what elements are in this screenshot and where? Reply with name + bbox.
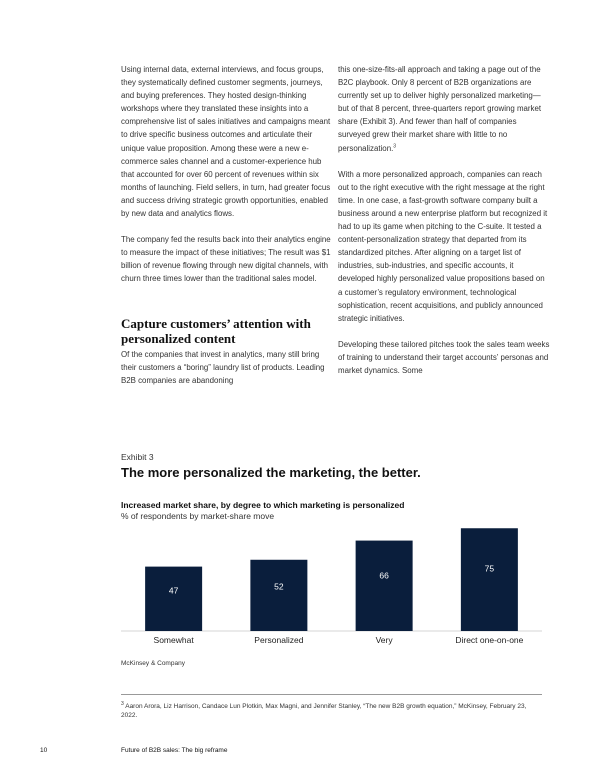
bar-value-label: 47 <box>168 585 179 596</box>
bar-value-label: 52 <box>274 581 284 592</box>
body-paragraph: Using internal data, external interviews, and focus groups, they systematically defined customer segments, journeys, and buying preferences. They hosted design-thinking workshops where they translated these insights into a comprehensive list of sales initiatives and campaigns meant to drive specific business outcomes and articulate their unique value proposition. Among these were a new e-commerce sales channel and a customer-experience hub that accounted for over 60 percent of revenues within six months of launching. Field sellers, in turn, had greater focus and success driving strategic growth opportunities, enabled by new data and analytics flows. <box>121 65 331 219</box>
bar-very <box>356 541 413 631</box>
right-column <box>338 63 550 377</box>
exhibit-label: Exhibit 3 <box>121 452 154 462</box>
bar-value-label: 75 <box>484 563 495 574</box>
source-label: McKinsey & Company <box>121 660 185 667</box>
body-paragraph <box>338 63 550 155</box>
footnote-ref[interactable]: 3 <box>393 142 397 149</box>
left-column <box>121 63 333 387</box>
bar-chart <box>121 520 542 650</box>
category-label: Very <box>375 635 393 645</box>
category-label: Somewhat <box>153 635 194 645</box>
paragraph-text: this one-size-fits-all approach and taking a page out of the B2C playbook. Only 8 percent of B2B organizations are currently set up to deliver highly personalized marketing—but of that 8 percent, three-quarters report growing market share (Exhibit 3). And fewer than half of companies surveyed grew their market share with little to no personalization. <box>338 65 542 153</box>
exhibit-header <box>121 452 542 521</box>
section-heading: Capture customers’ attention with personalized content <box>121 315 311 346</box>
body-paragraph: Developing these tailored pitches took the sales team weeks of training to understand their target accounts’ personas and market dynamics. Some <box>338 339 550 375</box>
bar-personalized <box>250 560 307 631</box>
body-paragraph: The company fed the results back into their analytics engine to measure the impact of these initiatives; The result was $1 billion of revenue flowing through new digital channels, with churn three times lower than the traditional sales model. <box>121 235 331 284</box>
category-label: Direct one-on-one <box>455 635 524 645</box>
bar-value-label: 66 <box>379 570 389 581</box>
body-paragraph: With a more personalized approach, companies can reach out to the right executive with the right message at the right time. In one case, a fast-growth software company built a business around a new enterprise platform but recognized it had to up its game when pitching to the C-suite. It tested a content-personalization strategy that departed from its standardized pitches. After aligning on a target list of industries, sub-industries, and specific accounts, it developed highly personalized value propositions based on a customer’s regulatory environment, technological sophistication, recent acquisitions, and publicly announced strategic initiatives. <box>338 169 548 323</box>
bar-somewhat <box>145 567 202 631</box>
category-label: Personalized <box>254 635 304 645</box>
body-paragraph: Of the companies that invest in analytics, many still bring their customers a “boring” laundry list of products. Leading B2B companies are abandoning <box>121 349 325 385</box>
exhibit-title: The more personalized the marketing, the better. <box>121 465 421 480</box>
footnote-text: Aaron Arora, Liz Harrison, Candace Lun Plotkin, Max Magni, and Jennifer Stanley, “The new B2B growth equation,” McKinsey, February 23, 2022. <box>121 703 527 719</box>
page-number: 10 <box>40 747 48 754</box>
bar-direct-one-on-one <box>461 528 518 631</box>
footnote <box>121 702 542 720</box>
footnote-number: 3 <box>121 700 124 707</box>
chart-title: Increased market share, by degree to which marketing is personalized <box>121 500 405 510</box>
footnote-divider <box>121 694 542 695</box>
chart-subtitle: % of respondents by market-share move <box>121 511 275 521</box>
running-title: Future of B2B sales: The big reframe <box>121 747 228 754</box>
